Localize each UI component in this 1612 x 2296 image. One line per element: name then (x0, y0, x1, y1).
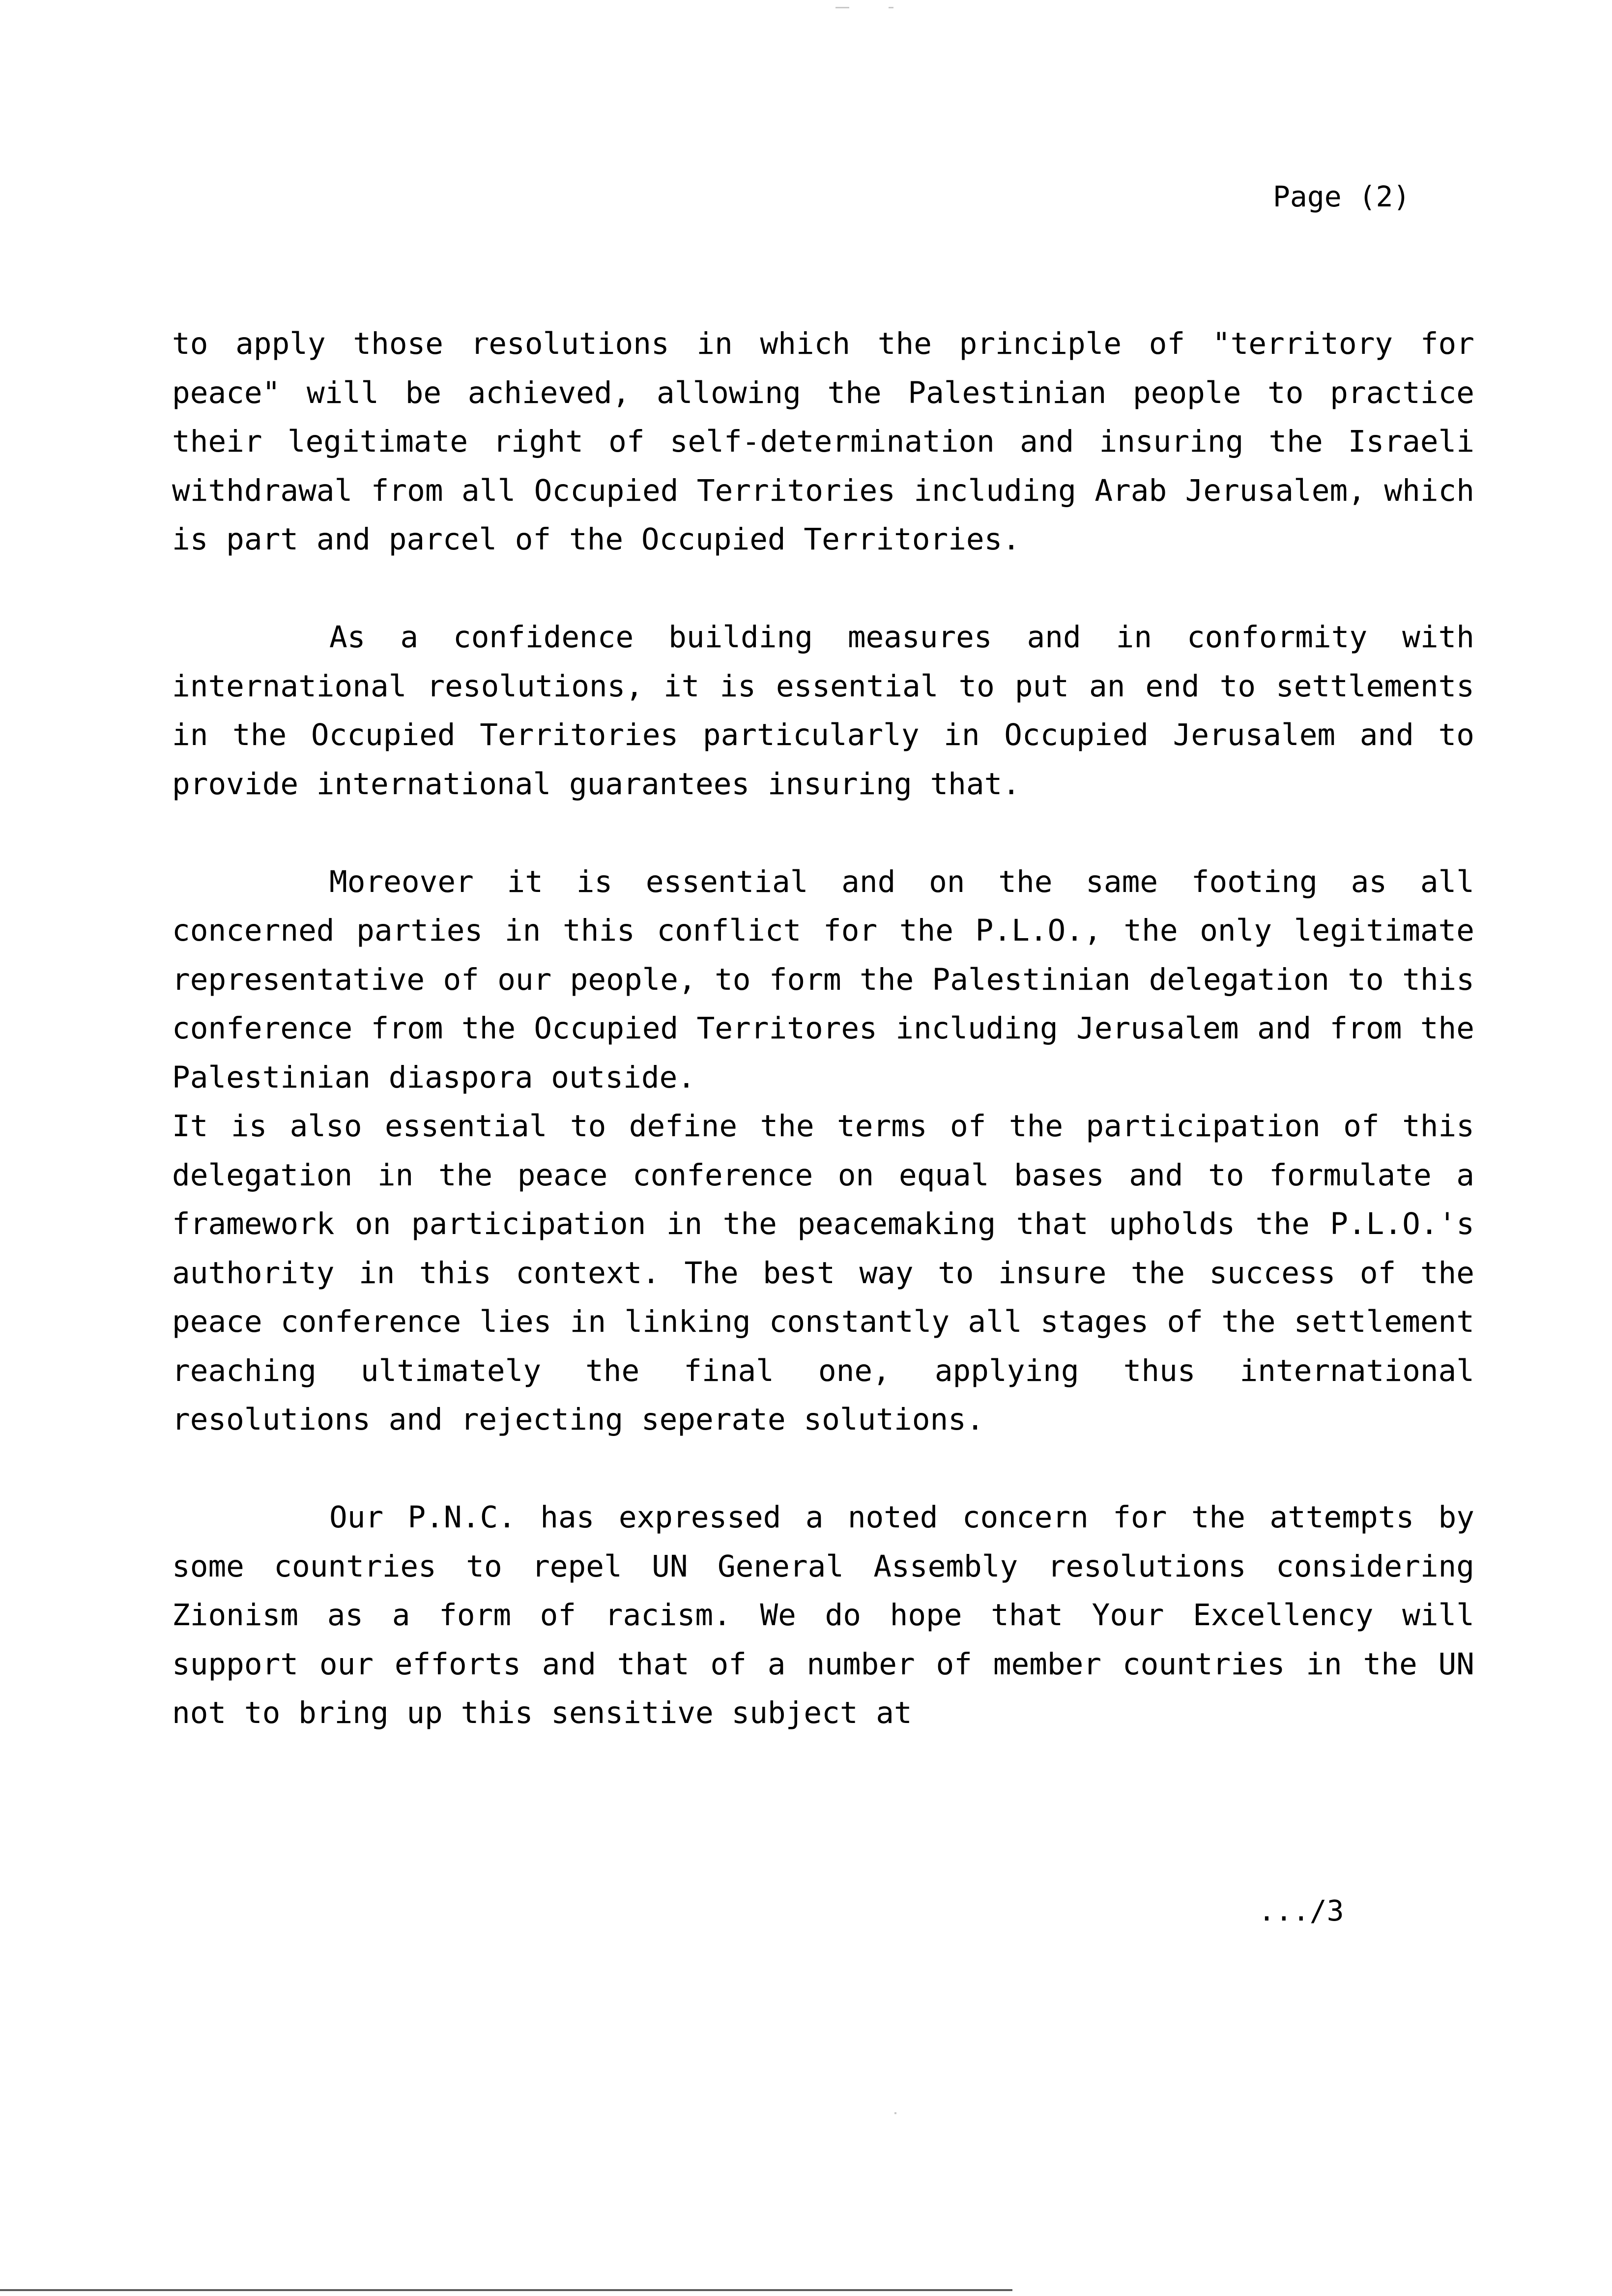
paragraph-participation: It is also essential to define the terms of the participation of this delegation in the peace conference on equal bases and to formulate a framework on participation in the peacemaking that upholds the P.L.O.'s authority in this context. The best way to insure the success of the peace conference lies in linking constantly all stages of the settlement reaching ultimately the final one, applying thus international resolutions and rejecting seperate solutions. (172, 1109, 1474, 1437)
paragraph-delegation: Moreover it is essential and on the same footing as all concerned parties in this conflict for the P.L.O., the only legitimate representative of our people, to form the Palestinian delegation to this conference from the Occupied Territores including Jerusalem and from the Palestinian diaspora outside. (172, 864, 1474, 1095)
scan-speck (835, 7, 849, 8)
paragraph-settlements: As a confidence building measures and in conformity with international resolutions, it is essential to put an end to settlements in the Occupied Territories particularly in Occupied Jerusalem and to provide international guarantees insuring that. (172, 620, 1474, 802)
scan-speck (894, 2112, 896, 2114)
scan-edge-rule (0, 2289, 1012, 2291)
scan-speck (889, 7, 893, 8)
letter-body (172, 319, 1474, 1738)
paragraph-continued: to apply those resolutions in which the principle of "territory for peace" will be achieved, allowing the Palestinian people to practice their legitimate right of self-determination and insuring the Israeli withdrawal from all Occupied Territories including Arab Jerusalem, which is part and parcel of the Occupied Territories. (172, 326, 1474, 557)
page-number: Page (2) (1273, 180, 1410, 213)
continuation-marker: .../3 (1258, 1894, 1344, 1927)
paragraph-pnc-concern: Our P.N.C. has expressed a noted concern for the attempts by some countries to repel UN General Assembly resolutions considering Zionism as a form of racism. We do hope that Your Excellency will support our efforts and that of a number of member countries in the UN not to bring up this sensitive subject at (172, 1500, 1474, 1730)
